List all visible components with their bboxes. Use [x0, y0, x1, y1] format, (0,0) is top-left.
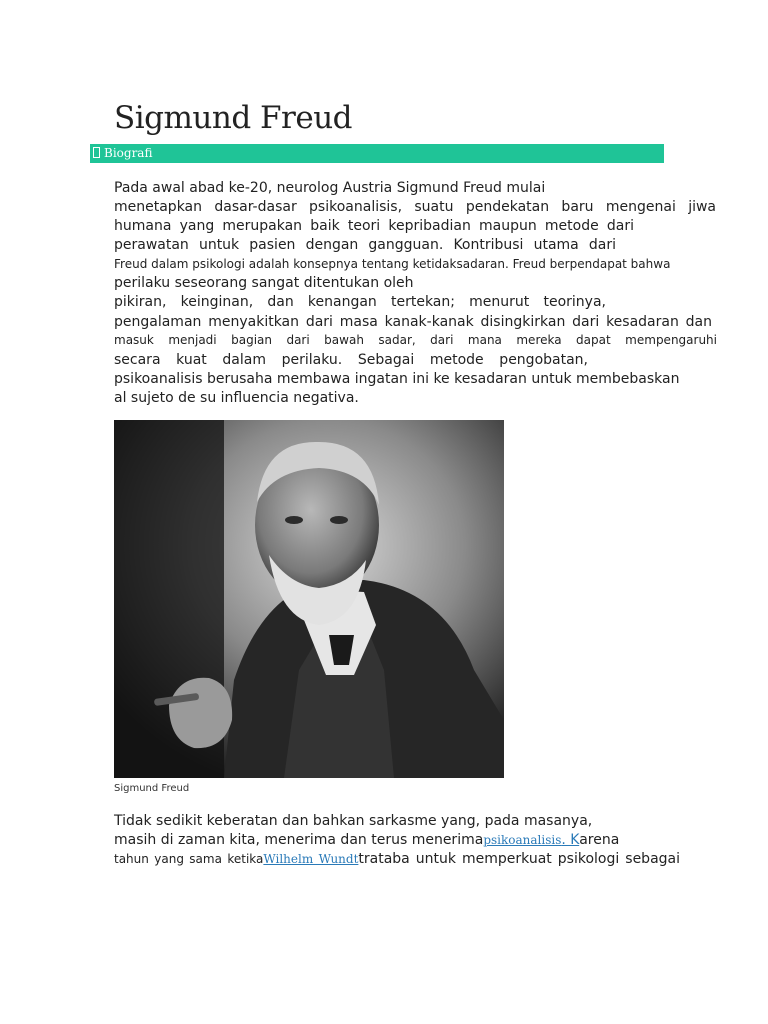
paragraph-2-line-2-text: masih di zaman kita, menerima dan terus menerima — [114, 832, 484, 848]
paragraph-1-line-8: pengalaman menyakitkan dari masa kanak-kanak disingkirkan dari kesadaran dan — [114, 314, 712, 330]
psikoanalisis-link-tail[interactable]: . K — [561, 832, 580, 848]
wilhelm-wundt-link[interactable]: Wilhelm Wundt — [263, 852, 359, 866]
paragraph-2-line-1: Tidak sedikit keberatan dan bahkan sarkasme yang, pada masanya, — [114, 813, 593, 829]
portrait-photo — [114, 420, 504, 778]
section-label: Biografi — [104, 146, 153, 160]
paragraph-1-line-3: humana yang merupakan baik teori kepribadian maupun metode dari — [114, 218, 634, 234]
paragraph-2-line-2 — [114, 831, 619, 850]
paragraph-1-line-7: pikiran, keinginan, dan kenangan tertekan; menurut teorinya, — [114, 294, 606, 310]
photo-caption: Sigmund Freud — [114, 783, 190, 794]
paragraph-2-line-3 — [114, 851, 680, 868]
paragraph-1-line-9: masuk menjadi bagian dari bawah sadar, dari mana mereka dapat mempengaruhi — [114, 333, 717, 347]
paragraph-1-line-1: Pada awal abad ke-20, neurolog Austria Sigmund Freud mulai — [114, 180, 546, 196]
paragraph-2-line-3-after: trataba untuk memperkuat psikologi sebagai — [358, 851, 680, 867]
paragraph-1-line-2: menetapkan dasar-dasar psikoanalisis, suatu pendekatan baru mengenai jiwa — [114, 199, 716, 215]
paragraph-1-line-5: Freud dalam psikologi adalah konsepnya tentang ketidaksadaran. Freud berpendapat bahwa — [114, 257, 671, 271]
paragraph-1-line-6: perilaku seseorang sangat ditentukan oleh — [114, 275, 414, 291]
paragraph-1-line-10: secara kuat dalam perilaku. Sebagai metode pengobatan, — [114, 352, 588, 368]
box-glyph-icon — [93, 147, 100, 158]
paragraph-1-line-4: perawatan untuk pasien dengan gangguan. Kontribusi utama dari — [114, 237, 616, 253]
paragraph-2-line-3-text: tahun yang sama ketika — [114, 852, 264, 866]
paragraph-2-line-2-after: arena — [579, 832, 620, 848]
psikoanalisis-link[interactable]: psikoanalisis — [483, 833, 562, 847]
page-title: Sigmund Freud — [114, 100, 353, 136]
section-header-biografi — [90, 144, 664, 163]
paragraph-1-line-12: al sujeto de su influencia negativa. — [114, 390, 359, 406]
paragraph-1-line-11: psikoanalisis berusaha membawa ingatan ini ke kesadaran untuk membebaskan — [114, 371, 680, 387]
